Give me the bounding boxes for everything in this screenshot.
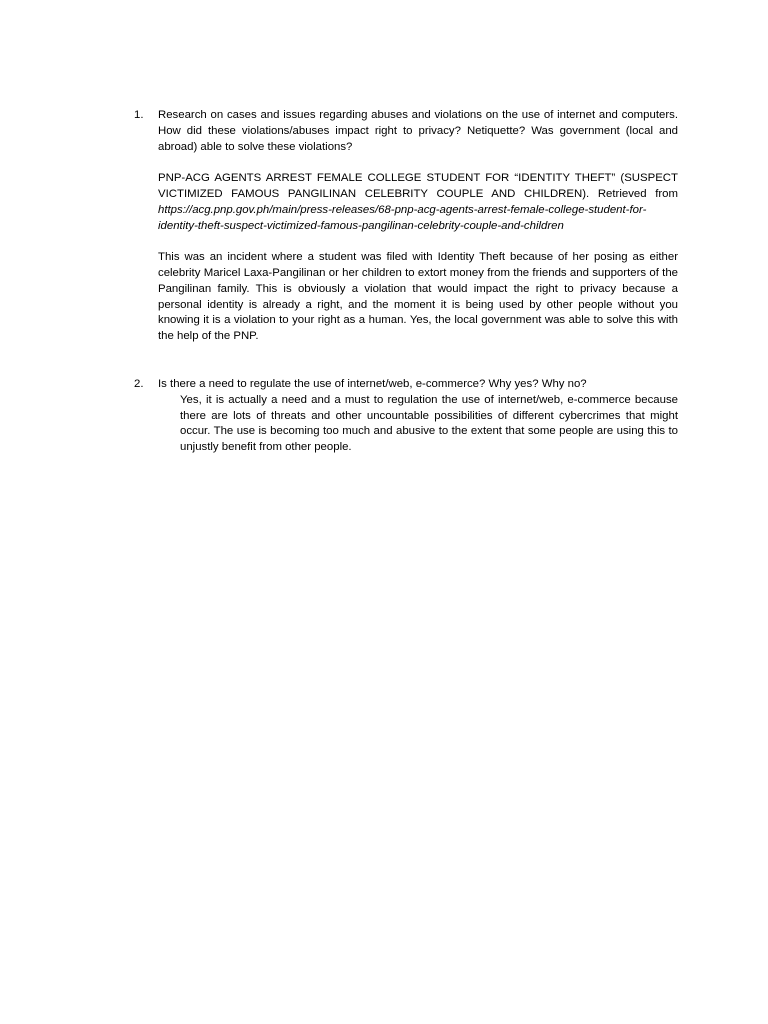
reference-title: PNP-ACG AGENTS ARREST FEMALE COLLEGE STUDENT FOR “IDENTITY THEFT” (SUSPECT VICTIMIZED FAMOUS PANGILINAN CELEBRITY COUPLE AND CHILDREN). Retrieved from — [158, 172, 678, 200]
reference-paragraph — [158, 171, 678, 234]
reference-url: https://acg.pnp.gov.ph/main/press-releases/68-pnp-acg-agents-arrest-female-college-student-for-identity-theft-suspect-victimized-famous-pangilinan-celebrity-couple-and-children — [158, 203, 647, 232]
list-item-2 — [134, 377, 678, 456]
question-text: Is there a need to regulate the use of internet/web, e-commerce? Why yes? Why no? — [158, 378, 587, 390]
item-body — [158, 108, 678, 345]
item-body — [158, 377, 678, 456]
item-number: 1. — [134, 109, 144, 121]
question-text: Research on cases and issues regarding abuses and violations on the use of internet and computers. How did these violations/abuses impact right to privacy? Netiquette? Was government (local and abroad) able to solve these violations? — [158, 109, 678, 153]
answer-text: This was an incident where a student was filed with Identity Theft because of her posing as either celebrity Maricel Laxa-Pangilinan or her children to extort money from the friends and supporters of the Pangilinan family. This is obviously a violation that would impact the right to privacy because a personal identity is already a right, and the moment it is being used by other people without you knowing it is a violation to your right as a human. Yes, the local government was able to solve this with the help of the PNP. — [158, 251, 678, 343]
answer-text: Yes, it is actually a need and a must to regulation the use of internet/web, e-commerce because there are lots of threats and other uncountable possibilities of different cybercrimes that might occur. The use is becoming too much and abusive to the extent that some people are using this to unjustly benefit from other people. — [180, 393, 678, 454]
list-item-1 — [134, 108, 678, 345]
item-number: 2. — [134, 378, 144, 390]
